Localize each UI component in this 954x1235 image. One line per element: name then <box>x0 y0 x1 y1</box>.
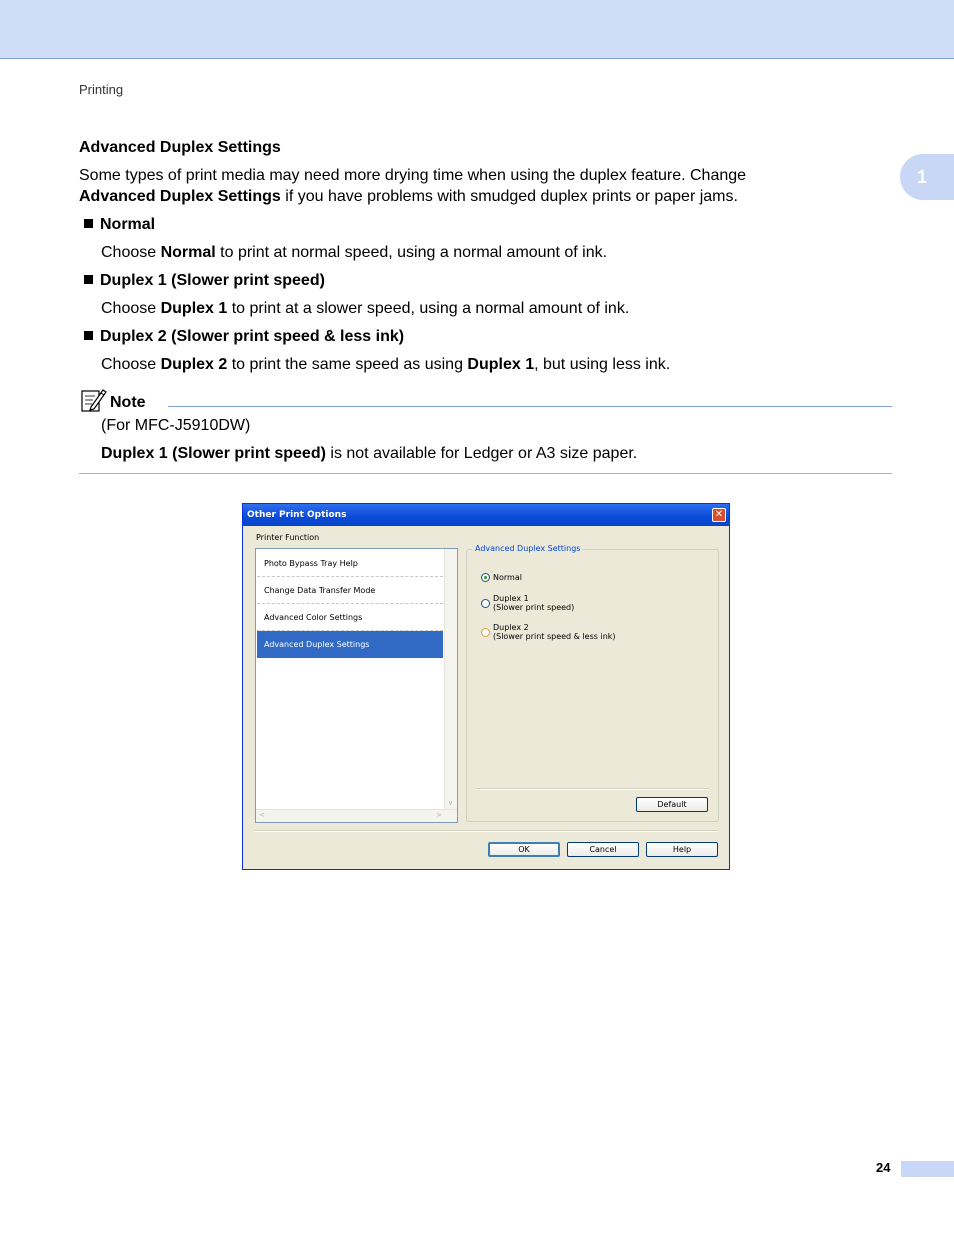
dialog-separator <box>255 830 718 832</box>
section-heading: Advanced Duplex Settings <box>79 139 281 156</box>
dialog-title: Other Print Options <box>247 510 347 520</box>
group-title: Advanced Duplex Settings <box>475 544 581 553</box>
note-text: Duplex 1 (Slower print speed) is not available for Ledger or A3 size paper. <box>101 445 638 462</box>
intro-line-1: Some types of print media may need more drying time when using the duplex feature. Change <box>79 167 747 184</box>
radio-duplex1-label[interactable]: Duplex 1 <box>493 594 529 603</box>
option-duplex1-title: Duplex 1 (Slower print speed) <box>84 270 325 291</box>
header-band <box>0 0 954 59</box>
bullet-icon <box>84 331 93 340</box>
scroll-down-icon[interactable]: ∨ <box>448 799 454 807</box>
note-divider <box>168 406 892 407</box>
page-tab <box>901 1161 954 1177</box>
note-pencil-icon <box>81 388 107 412</box>
group-separator <box>476 788 709 790</box>
option-duplex1-desc: Choose Duplex 1 to print at a slower speed, using a normal amount of ink. <box>101 300 630 317</box>
other-print-options-dialog <box>242 503 730 870</box>
option-duplex2-desc: Choose Duplex 2 to print the same speed as using Duplex 1, but using less ink. <box>101 356 671 373</box>
option-normal-title: Normal <box>84 214 155 235</box>
horizontal-scrollbar[interactable] <box>256 809 457 822</box>
option-duplex2-title: Duplex 2 (Slower print speed & less ink) <box>84 326 404 347</box>
ok-button[interactable]: OK <box>488 842 560 857</box>
list-item-data-transfer[interactable]: Change Data Transfer Mode <box>257 577 443 604</box>
duplex-settings-group <box>466 544 719 822</box>
radio-normal[interactable] <box>481 573 490 582</box>
printer-function-list[interactable] <box>255 548 458 823</box>
scroll-right-icon[interactable]: > <box>436 811 442 819</box>
page-number: 24 <box>876 1160 891 1175</box>
default-button[interactable]: Default <box>636 797 708 812</box>
chapter-tab: 1 <box>900 154 954 200</box>
list-item-duplex-settings[interactable]: Advanced Duplex Settings <box>257 631 443 658</box>
radio-duplex2-label[interactable]: Duplex 2 <box>493 623 529 632</box>
option-normal-desc: Choose Normal to print at normal speed, using a normal amount of ink. <box>101 244 608 261</box>
intro-bold: Advanced Duplex Settings <box>79 188 281 205</box>
cancel-button[interactable]: Cancel <box>567 842 639 857</box>
printer-function-label: Printer Function <box>256 533 320 542</box>
intro-rest: if you have problems with smudged duplex prints or paper jams. <box>280 188 738 205</box>
section-label: Printing <box>79 82 124 97</box>
note-label: Note <box>110 394 146 411</box>
radio-duplex1[interactable] <box>481 599 490 608</box>
vertical-scrollbar[interactable] <box>444 549 457 809</box>
scroll-left-icon[interactable]: < <box>259 811 265 819</box>
list-item-photo-bypass[interactable]: Photo Bypass Tray Help <box>257 550 443 577</box>
radio-normal-label[interactable]: Normal <box>493 573 522 582</box>
bullet-icon <box>84 219 93 228</box>
note-model: (For MFC-J5910DW) <box>101 417 251 434</box>
bullet-icon <box>84 275 93 284</box>
list-item-color-settings[interactable]: Advanced Color Settings <box>257 604 443 631</box>
intro-line-2 <box>79 186 738 207</box>
radio-duplex1-sublabel: (Slower print speed) <box>493 603 575 612</box>
dialog-titlebar[interactable] <box>243 504 729 526</box>
radio-duplex2-sublabel: (Slower print speed & less ink) <box>493 632 616 641</box>
close-button[interactable]: ✕ <box>712 508 726 522</box>
radio-duplex2[interactable] <box>481 628 490 637</box>
help-button[interactable]: Help <box>646 842 718 857</box>
note-bottom-divider <box>79 473 892 474</box>
